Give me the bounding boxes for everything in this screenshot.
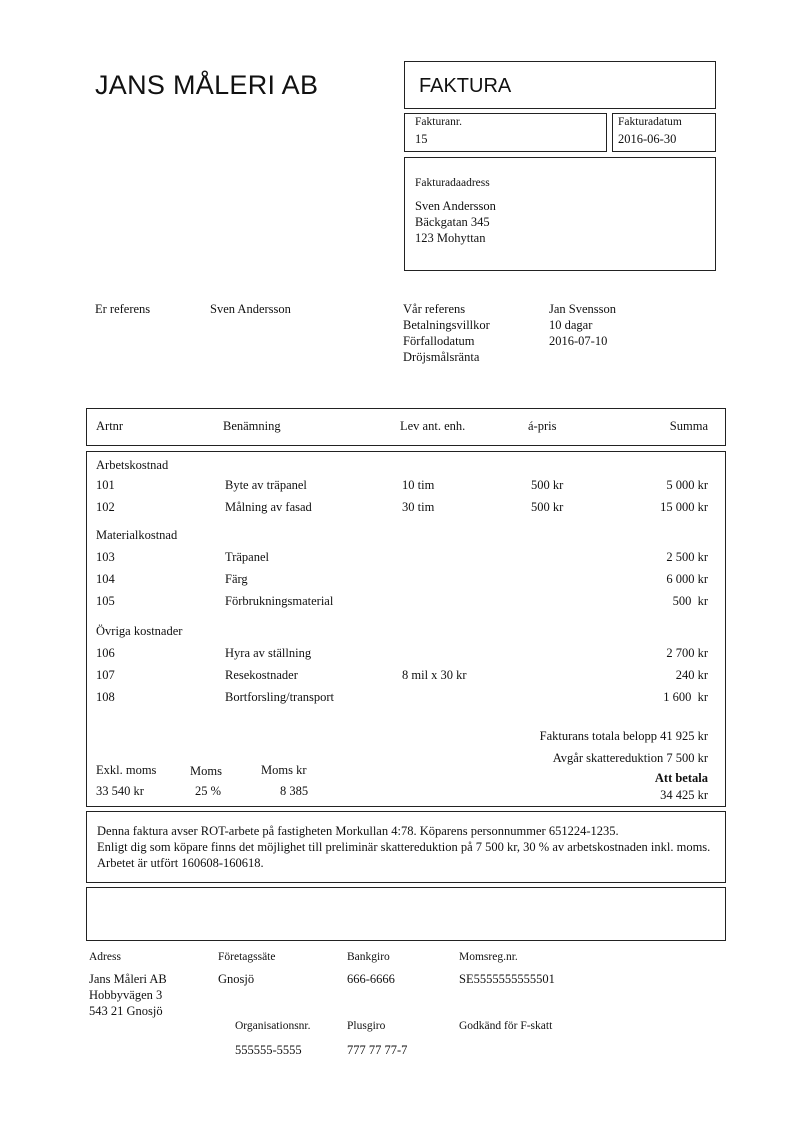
- footer-adress-line: Hobbyvägen 3: [89, 988, 163, 1002]
- momsreg-label: Momsreg.nr.: [459, 951, 518, 963]
- section-title: Arbetskostnad: [96, 458, 169, 472]
- item-lev: 8 mil x 30 kr: [402, 668, 467, 682]
- company-name: JANS MÅLERI AB: [95, 70, 319, 100]
- invoice-date: 2016-06-30: [618, 132, 677, 146]
- col-artnr: Artnr: [96, 419, 124, 433]
- orgnr-value: 555555-5555: [235, 1043, 302, 1057]
- bankgiro-value: 666-6666: [347, 972, 395, 986]
- item-name: Resekostnader: [225, 668, 298, 682]
- item-artnr: 108: [96, 690, 115, 704]
- moms-kr-value: 8 385: [280, 784, 309, 798]
- item-name: Färg: [225, 572, 248, 586]
- orgnr-label: Organisationsnr.: [235, 1020, 311, 1032]
- invoice-title-box: [404, 61, 716, 109]
- item-artnr: 101: [96, 478, 115, 492]
- plusgiro-value: 777 77 77-7: [347, 1043, 408, 1057]
- item-artnr: 107: [96, 668, 115, 682]
- momsreg-value: SE5555555555501: [459, 972, 555, 986]
- item-artnr: 103: [96, 550, 115, 564]
- item-name: Bortforsling/transport: [225, 690, 335, 704]
- item-summa: 1 600 kr: [663, 690, 708, 704]
- plusgiro-label: Plusgiro: [347, 1020, 386, 1032]
- col-apris: á-pris: [528, 419, 557, 433]
- note-line: Denna faktura avser ROT-arbete på fastigheten Morkullan 4:78. Köparens personnummer 651224-1235.: [97, 824, 619, 838]
- item-name: Byte av träpanel: [225, 478, 307, 492]
- item-summa: 15 000 kr: [660, 500, 708, 514]
- moms-value: 25 %: [195, 784, 222, 798]
- item-lev: 10 tim: [402, 478, 435, 492]
- table-header: [86, 408, 726, 446]
- betalningsvillkor-label: Betalningsvillkor: [403, 318, 490, 332]
- total-amount: Fakturans totala belopp 41 925 kr: [539, 729, 708, 743]
- billing-address-box: [404, 157, 716, 271]
- exkl-moms-value: 33 540 kr: [96, 784, 144, 798]
- att-betala-label: Att betala: [654, 771, 708, 785]
- invoice-title: FAKTURA: [419, 75, 512, 97]
- item-name: Hyra av ställning: [225, 646, 312, 660]
- invoice-date-box: [612, 113, 716, 152]
- invoice-number-box: [404, 113, 607, 152]
- forfallodatum-value: 2016-07-10: [549, 334, 608, 348]
- billing-address-label: Fakturadaadress: [415, 177, 490, 189]
- billing-address-line: 123 Mohyttan: [415, 231, 486, 245]
- item-summa: 2 700 kr: [666, 646, 708, 660]
- item-summa: 500 kr: [672, 594, 708, 608]
- item-name: Träpanel: [225, 550, 269, 564]
- bankgiro-label: Bankgiro: [347, 951, 390, 963]
- forfallodatum-label: Förfallodatum: [403, 334, 475, 348]
- item-summa: 240 kr: [675, 668, 708, 682]
- tax-deduction: Avgår skattereduktion 7 500 kr: [552, 751, 708, 765]
- item-lev: 30 tim: [402, 500, 435, 514]
- item-apris: 500 kr: [531, 500, 564, 514]
- footer-adress-line: 543 21 Gnosjö: [89, 1004, 163, 1018]
- item-artnr: 104: [96, 572, 115, 586]
- fskatt-label: Godkänd för F-skatt: [459, 1020, 553, 1032]
- er-referens-label: Er referens: [95, 302, 151, 316]
- var-referens-label: Vår referens: [403, 302, 466, 316]
- foretagssate-label: Företagssäte: [218, 951, 276, 963]
- item-artnr: 106: [96, 646, 115, 660]
- billing-address-line: Sven Andersson: [415, 199, 496, 213]
- item-artnr: 105: [96, 594, 115, 608]
- drojsmalsranta-label: Dröjsmålsränta: [403, 350, 480, 364]
- col-benamning: Benämning: [223, 419, 281, 433]
- item-apris: 500 kr: [531, 478, 564, 492]
- moms-kr-label: Moms kr: [261, 763, 307, 777]
- billing-address-line: Bäckgatan 345: [415, 215, 490, 229]
- item-summa: 2 500 kr: [666, 550, 708, 564]
- col-summa: Summa: [669, 419, 708, 433]
- var-referens-value: Jan Svensson: [549, 302, 617, 316]
- invoice-number: 15: [415, 132, 428, 146]
- moms-label: Moms: [190, 764, 222, 778]
- table-body: [86, 451, 726, 807]
- col-lev: Lev ant. enh.: [400, 419, 466, 433]
- notes-box: [86, 811, 726, 883]
- er-referens-value: Sven Andersson: [210, 302, 291, 316]
- empty-box: [86, 887, 726, 941]
- note-line: Enligt dig som köpare finns det möjlighet till preliminär skattereduktion på 7 500 kr, 30 % av arbetskostnaden inkl. moms.: [97, 840, 711, 854]
- item-name: Målning av fasad: [225, 500, 312, 514]
- invoice-date-label: Fakturadatum: [618, 116, 682, 128]
- footer-adress-label: Adress: [89, 951, 121, 963]
- section-title: Materialkostnad: [96, 528, 178, 542]
- footer-adress-line: Jans Måleri AB: [89, 972, 167, 986]
- item-summa: 5 000 kr: [666, 478, 708, 492]
- item-artnr: 102: [96, 500, 115, 514]
- item-name: Förbrukningsmaterial: [225, 594, 334, 608]
- item-summa: 6 000 kr: [666, 572, 708, 586]
- att-betala-value: 34 425 kr: [660, 788, 708, 802]
- invoice-number-label: Fakturanr.: [415, 116, 462, 128]
- exkl-moms-label: Exkl. moms: [96, 763, 157, 777]
- betalningsvillkor-value: 10 dagar: [549, 318, 593, 332]
- section-title: Övriga kostnader: [96, 624, 183, 638]
- note-line: Arbetet är utfört 160608-160618.: [97, 856, 264, 870]
- foretagssate-value: Gnosjö: [218, 972, 255, 986]
